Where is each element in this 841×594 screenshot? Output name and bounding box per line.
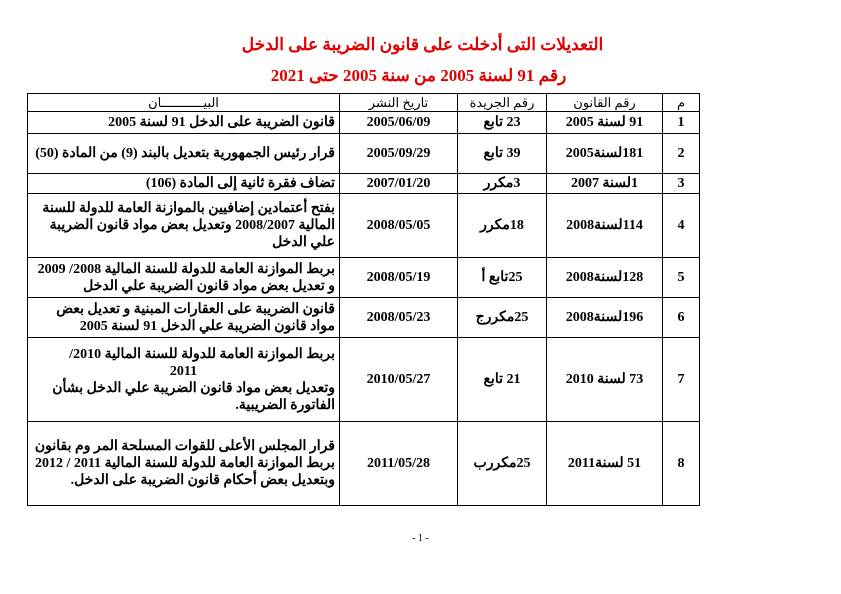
publish-date: 2008/05/19	[340, 258, 458, 298]
description: قانون الضريبة على العقارات المبنية و تعديل بعض مواد قانون الضريبة علي الدخل 91 لسنة 2005	[28, 298, 340, 338]
publish-date: 2011/05/28	[340, 422, 458, 506]
document-subtitle: رقم 91 لسنة 2005 من سنة 2005 حتى 2021	[270, 66, 567, 85]
publish-date: 2008/05/23	[340, 298, 458, 338]
publish-date: 2010/05/27	[340, 338, 458, 422]
row-number: 5	[663, 258, 700, 298]
row-number: 6	[663, 298, 700, 338]
publish-date: 2005/06/09	[340, 112, 458, 134]
gazette-number: 25مكررب	[458, 422, 547, 506]
gazette-number: 21 تابع	[458, 338, 547, 422]
gazette-number: 25مكررج	[458, 298, 547, 338]
row-number: 3	[663, 174, 700, 194]
law-number: 128لسنة2008	[547, 258, 663, 298]
column-header-description: البيـــــــــــان	[28, 94, 340, 112]
description-line: بربط الموازنة العامة للدولة للسنة المالية 2010/	[69, 346, 335, 362]
description: قانون الضريبة على الدخل 91 لسنة 2005	[28, 112, 340, 134]
description: قرار المجلس الأعلى للقوات المسلحة المر وم بقانون بربط الموازنة العامة للدولة للسنة المالية 2011 / 2012 وبتعديل بعض أحكام قانون الضريبة على الدخل.	[28, 422, 340, 506]
publish-date: 2008/05/05	[340, 194, 458, 258]
row-number: 1	[663, 112, 700, 134]
law-number: 1لسنة 2007	[547, 174, 663, 194]
publish-date: 2005/09/29	[340, 134, 458, 174]
publish-date: 2007/01/20	[340, 174, 458, 194]
row-number: 2	[663, 134, 700, 174]
gazette-number: 23 تابع	[458, 112, 547, 134]
column-header-gazette-number: رقم الجريدة	[458, 94, 547, 112]
column-header-num: م	[663, 94, 700, 112]
law-number: 181لسنة2005	[547, 134, 663, 174]
description: قرار رئيس الجمهورية بتعديل بالبند (9) من المادة (50)	[28, 134, 340, 174]
table-row	[28, 134, 700, 174]
gazette-number: 18مكرر	[458, 194, 547, 258]
column-header-publish-date: تاريخ النشر	[340, 94, 458, 112]
table-row	[28, 338, 700, 422]
description: تضاف فقرة ثانية إلى المادة (106)	[28, 174, 340, 194]
gazette-number: 39 تابع	[458, 134, 547, 174]
law-number: 196لسنة2008	[547, 298, 663, 338]
law-number: 114لسنة2008	[547, 194, 663, 258]
law-number: 51 لسنة2011	[547, 422, 663, 506]
gazette-number: 25تابع أ	[458, 258, 547, 298]
table-row	[28, 298, 700, 338]
document-title: التعديلات التى أدخلت على قانون الضريبة على الدخل	[241, 35, 604, 54]
amendments-table	[27, 93, 700, 506]
table-row	[28, 258, 700, 298]
row-number: 4	[663, 194, 700, 258]
description: بربط الموازنة العامة للدولة للسنة المالية 2008/ 2009 و تعديل بعض مواد قانون الضريبة علي الدخل	[28, 258, 340, 298]
page-number: - 1 -	[412, 533, 429, 544]
table-row	[28, 112, 700, 134]
description: بفتح أعتمادين إضافيين بالموازنة العامة للدولة للسنة المالية 2008/2007 وتعديل بعض مواد قانون الضريبة علي الدخل	[28, 194, 340, 258]
law-number: 73 لسنة 2010	[547, 338, 663, 422]
table-row	[28, 194, 700, 258]
law-number: 91 لسنة 2005	[547, 112, 663, 134]
gazette-number: 3مكرر	[458, 174, 547, 194]
description	[28, 338, 340, 422]
table-row	[28, 174, 700, 194]
column-header-law-number: رقم القانون	[547, 94, 663, 112]
row-number: 8	[663, 422, 700, 506]
row-number: 7	[663, 338, 700, 422]
table-row	[28, 422, 700, 506]
table-header-row	[28, 94, 700, 112]
description-line: 2011	[169, 363, 198, 379]
description-line: وتعديل بعض مواد قانون الضريبة علي الدخل بشأن الفاتورة الضريبية.	[52, 380, 335, 413]
